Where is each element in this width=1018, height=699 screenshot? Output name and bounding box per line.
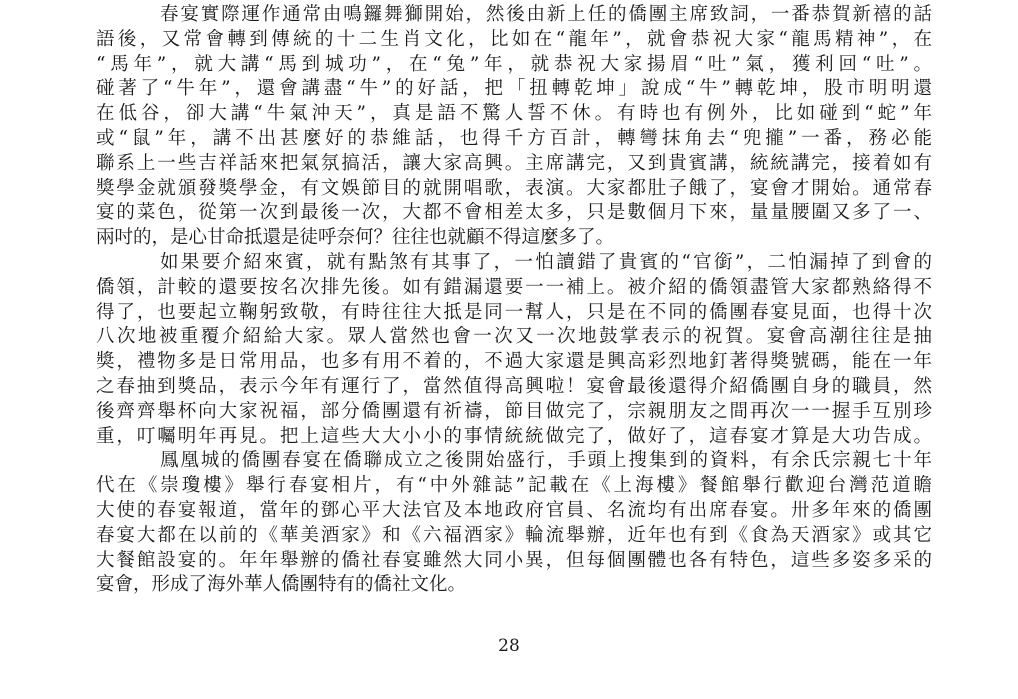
text-line: 大餐館設宴的。年年舉辦的僑社春宴雖然大同小異，但每個團體也各有特色，這些多姿多采的 xyxy=(96,549,932,571)
text-line: 或“鼠”年，講不出甚麼好的恭維話，也得千方百計，轉彎抹角去“兜攏”一番，務必能 xyxy=(96,127,932,149)
text-line: 獎學金就頒發獎學金，有文娛節目的就開唱歌，表演。大家都肚子餓了，宴會才開始。通常春 xyxy=(96,177,932,199)
text-line: 在低谷，卻大講“牛氣沖天”，真是語不驚人誓不休。有時也有例外，比如碰到“蛇”年 xyxy=(96,103,932,125)
text-line: 後齊齊舉杯向大家祝福，部分僑團還有祈禱，節目做完了，宗親朋友之間再次一一握手互別珍 xyxy=(96,400,932,422)
text-line: 重，叮囑明年再見。把上這些大大小小的事情統統做完了，做好了，這春宴才算是大功告成。 xyxy=(96,425,932,447)
text-line: 聯系上一些吉祥話來把氣氛搞活，讓大家高興。主席講完，又到貴賓講，統統講完，接着如有 xyxy=(96,152,932,174)
page-number: 28 xyxy=(498,636,520,656)
text-line: 得了，也要起立鞠躬致敬，有時往往大抵是同一幫人，只是在不同的僑團春宴見面，也得十次 xyxy=(96,301,932,323)
text-line: 僑領，計較的還要按名次排先後。如有錯漏還要一一補上。被介紹的僑領盡管大家都熟絡得不 xyxy=(96,276,932,298)
text-line: 宴會，形成了海外華人僑團特有的僑社文化。 xyxy=(96,574,467,596)
body-text xyxy=(96,3,932,598)
text-line: 鳳凰城的僑團春宴在僑聯成立之後開始盛行，手頭上搜集到的資料，有余氏宗親七十年 xyxy=(160,450,932,472)
text-line: 之春抽到獎品，表示今年有運行了，當然值得高興啦！宴會最後還得介紹僑團自身的職員，然 xyxy=(96,375,932,397)
text-line: 大使的春宴報道，當年的鄧心平大法官及本地政府官員、名流均有出席春宴。卅多年來的僑團 xyxy=(96,499,932,521)
text-line: 如果要介紹來賓，就有點煞有其事了，一怕讀錯了貴賓的“官銜”，二怕漏掉了到會的 xyxy=(160,251,932,273)
text-line: 語後，又常會轉到傳統的十二生肖文化，比如在“龍年”，就會恭祝大家“龍馬精神”，在 xyxy=(96,28,932,50)
text-line: 春宴大都在以前的《華美酒家》和《六福酒家》輪流舉辦，近年也有到《食為天酒家》或其它 xyxy=(96,524,932,546)
text-line: 八次地被重覆介紹給大家。眾人當然也會一次又一次地鼓掌表示的祝賀。宴會高潮往往是抽 xyxy=(96,326,932,348)
text-line: 代在《崇瓊樓》舉行春宴相片，有“中外雜誌”記載在《上海樓》餐館舉行歡迎台灣范道瞻 xyxy=(96,475,932,497)
text-line: 宴的菜色，從第一次到最後一次，大都不會相差太多，只是數個月下來，量量腰圍又多了一、 xyxy=(96,202,932,224)
text-line: 春宴實際運作通常由鳴鑼舞獅開始，然後由新上任的僑團主席致詞，一番恭賀新禧的話 xyxy=(160,4,932,25)
text-line: 碰著了“牛年”，還會講盡“牛”的好話，把「扭轉乾坤」說成“牛”轉乾坤，股市明明還 xyxy=(96,78,932,100)
text-line: 獎，禮物多是日常用品，也多有用不着的，不過大家還是興高彩烈地釘著得獎號碼，能在一年 xyxy=(96,351,932,373)
text-line: “馬年”，就大講“馬到城功”，在“兔”年，就恭祝大家揚眉“吐”氣，獲利回“吐”。 xyxy=(96,53,932,75)
text-line: 兩吋的，是心甘命抵還是徒呼奈何？往往也就顧不得這麼多了。 xyxy=(96,227,615,249)
